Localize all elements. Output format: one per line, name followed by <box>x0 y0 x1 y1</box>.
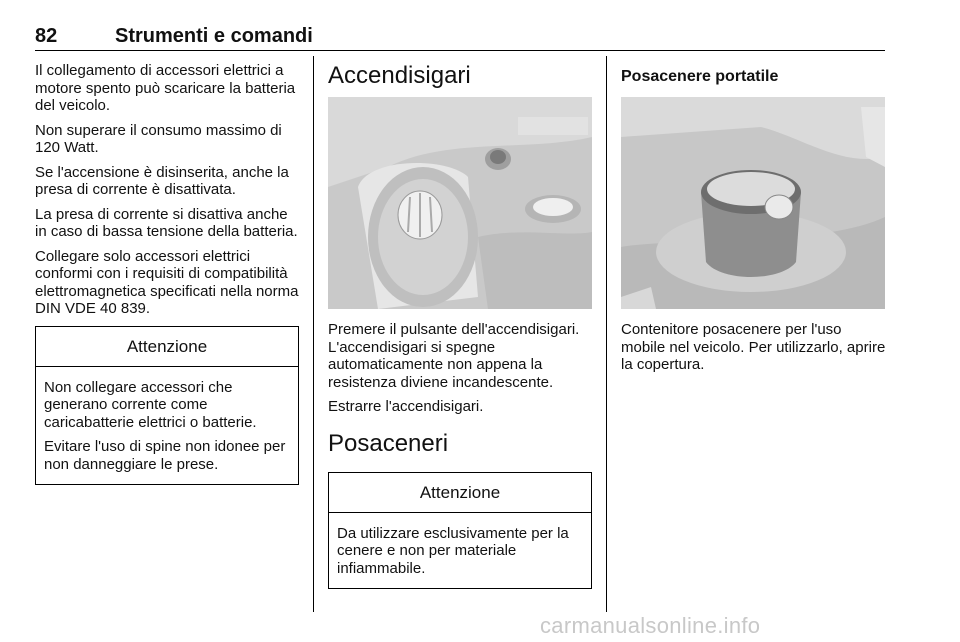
paragraph: Se l'accensione è disinserita, anche la presa di corrente è disattivata. <box>35 163 289 198</box>
portable-ashtray-figure <box>621 97 885 309</box>
column-3 <box>621 66 887 381</box>
notice-paragraph: Evitare l'uso di spine non idonee per non danneggiare le prese. <box>44 438 286 473</box>
header-rule <box>35 50 885 51</box>
paragraph: Premere il pulsante dell'accendisigari. L'accendisigari si spegne automaticamente non appena la resistenza diviene incandescente. <box>328 321 580 391</box>
page-number: 82 <box>35 25 58 47</box>
notice-title: Attenzione <box>329 473 591 513</box>
column-divider-2 <box>606 56 607 612</box>
column-2 <box>328 62 592 589</box>
watermark-text: carmanualsonline.info <box>540 613 761 638</box>
notice-paragraph: Non collegare accessori che generano corrente come caricabatterie elettrici o batterie. <box>44 378 257 431</box>
section-heading: Accendisigari <box>328 62 471 89</box>
notice-title: Attenzione <box>36 327 298 367</box>
paragraph: La presa di corrente si disattiva anche in caso di bassa tensione della batteria. <box>35 205 298 240</box>
paragraph: Contenitore posacenere per l'uso mobile nel veicolo. Per utilizzarlo, aprire la copertura. <box>621 321 886 373</box>
chapter-title: Strumenti e comandi <box>115 25 313 47</box>
notice-body <box>36 367 298 485</box>
notice-body <box>329 513 591 589</box>
column-1 <box>35 62 299 485</box>
paragraph: Estrarre l'accendisigari. <box>328 398 484 415</box>
page-header <box>35 25 885 51</box>
notice-paragraph: Da utilizzare esclusivamente per la cenere e non per materiale infiammabile. <box>337 524 569 577</box>
notice-box <box>328 472 592 590</box>
section-heading: Posacenere portatile <box>621 68 779 85</box>
section-heading: Posaceneri <box>328 429 449 457</box>
paragraph: Il collegamento di accessori elettrici a motore spento può scaricare la batteria del veicolo. <box>35 62 296 114</box>
notice-box <box>35 326 299 486</box>
cigarette-lighter-figure <box>328 97 592 309</box>
column-divider-1 <box>313 56 314 612</box>
paragraph: Collegare solo accessori elettrici conformi con i requisiti di compatibilità elettromagnetica specificati nella norma DIN VDE 40 839. <box>35 247 299 317</box>
paragraph: Non superare il consumo massimo di 120 Watt. <box>35 121 282 156</box>
